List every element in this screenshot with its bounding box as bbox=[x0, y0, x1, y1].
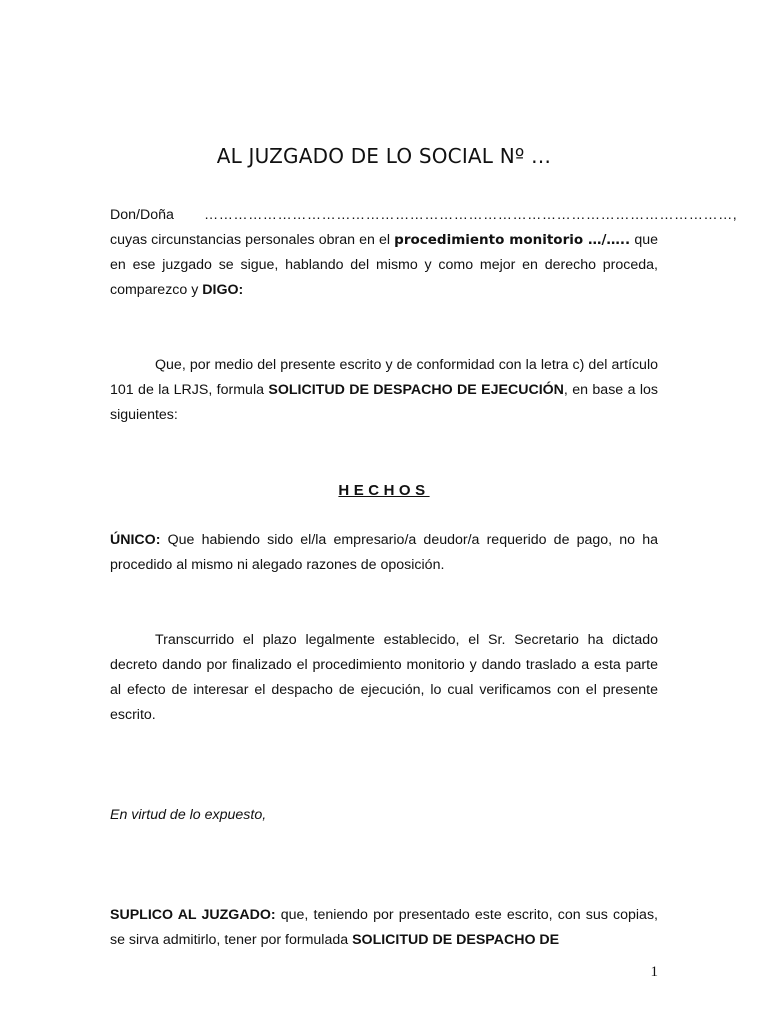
request-bold: SOLICITUD DE DESPACHO DE EJECUCIÓN bbox=[268, 382, 564, 398]
suplico-paragraph bbox=[110, 903, 658, 953]
suplico-bold: SOLICITUD DE DESPACHO DE bbox=[352, 932, 560, 948]
unico-label: ÚNICO: bbox=[110, 532, 161, 548]
request-text-a: Que, por medio del presente escrito y de conformidad con la letra c) del artículo 101 de la LRJS, formula bbox=[110, 357, 658, 398]
digo-label: DIGO: bbox=[202, 282, 244, 298]
unico-text: Que habiendo sido el/la empresario/a deudor/a requerido de pago, no ha procedido al mismo ni alegado razones de oposición. bbox=[110, 532, 658, 573]
intro-text-b: que en ese juzgado se sigue, hablando del mismo y como mejor en derecho proceda, comparezco y bbox=[110, 232, 658, 298]
intro-label: Don/Doña bbox=[110, 207, 174, 223]
request-text-b: , en base a los siguientes: bbox=[110, 382, 658, 423]
page-number: 1 bbox=[650, 964, 658, 980]
intro-name-line bbox=[110, 203, 738, 228]
request-paragraph bbox=[110, 353, 658, 428]
unico-paragraph bbox=[110, 528, 658, 578]
intro-text-a: cuyas circunstancias personales obran en el bbox=[110, 232, 395, 248]
document-title: AL JUZGADO DE LO SOCIAL Nº … bbox=[216, 144, 552, 168]
procedure-reference: procedimiento monitorio …/….. bbox=[394, 232, 631, 248]
closing-intro-text: En virtud de lo expuesto, bbox=[110, 807, 267, 823]
suplico-label: SUPLICO AL JUZGADO: bbox=[110, 907, 276, 923]
intro-paragraph bbox=[110, 228, 658, 303]
section-heading: HECHOS bbox=[338, 482, 430, 499]
suplico-text: que, teniendo por presentado este escrito, con sus copias, se sirva admitirlo, tener por formulada bbox=[110, 907, 658, 948]
closing-intro bbox=[110, 803, 658, 828]
document-body bbox=[110, 203, 738, 953]
facts-paragraph: Transcurrido el plazo legalmente establecido, el Sr. Secretario ha dictado decreto dando por finalizado el procedimiento monitorio y dando traslado a esta parte al efecto de interesar el despacho de ejecución, lo cual verificamos con el presente escrito. bbox=[110, 632, 658, 723]
intro-dots: ………………………………………………………………………………………………, bbox=[204, 207, 738, 223]
